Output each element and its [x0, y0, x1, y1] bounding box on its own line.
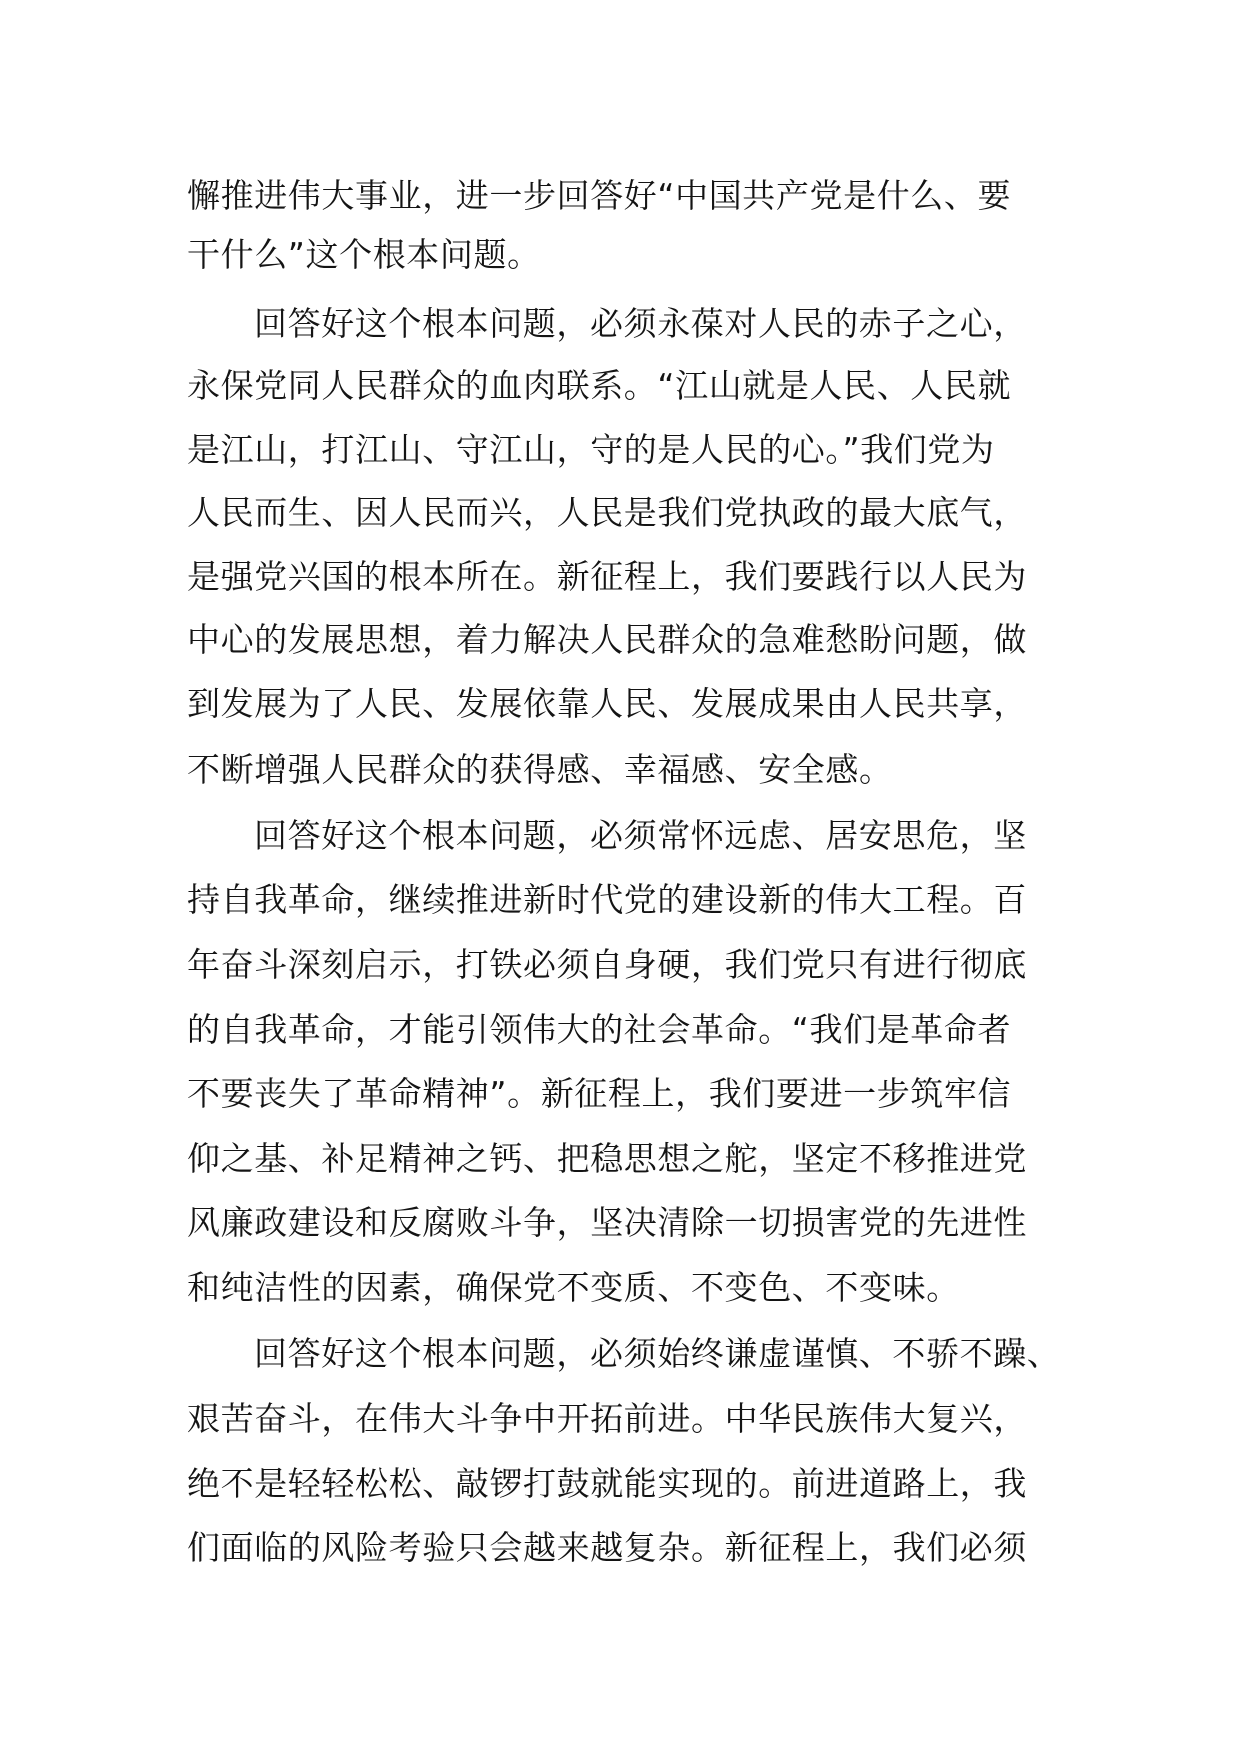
- text-line: 永保党同人民群众的血肉联系。“江山就是人民、人民就: [187, 366, 1012, 405]
- text-line: 不断增强人民群众的获得感、幸福感、安全感。: [187, 750, 893, 789]
- text-line: 人民而生、因人民而兴，人民是我们党执政的最大底气，: [187, 493, 1027, 532]
- text-line: 到发展为了人民、发展依靠人民、发展成果由人民共享，: [187, 684, 1027, 723]
- text-line: 不要丧失了革命精神”。新征程上，我们要进一步筑牢信: [187, 1074, 1012, 1113]
- text-line: 仰之基、补足精神之钙、把稳思想之舵，坚定不移推进党: [187, 1139, 1027, 1178]
- text-line: 的自我革命，才能引领伟大的社会革命。“我们是革命者: [187, 1010, 1012, 1049]
- text-line: 艰苦奋斗，在伟大斗争中开拓前进。中华民族伟大复兴，: [187, 1399, 1027, 1438]
- paragraph-first-line: 回答好这个根本问题，必须始终谦虚谨慎、不骄不躁、: [254, 1334, 1061, 1373]
- text-line: 干什么”这个根本问题。: [187, 235, 541, 274]
- text-line: 中心的发展思想，着力解决人民群众的急难愁盼问题，做: [187, 620, 1027, 659]
- text-line: 是强党兴国的根本所在。新征程上，我们要践行以人民为: [187, 557, 1027, 596]
- text-line: 持自我革命，继续推进新时代党的建设新的伟大工程。百: [187, 880, 1027, 919]
- text-line: 年奋斗深刻启示，打铁必须自身硬，我们党只有进行彻底: [187, 945, 1027, 984]
- text-line: 风廉政建设和反腐败斗争，坚决清除一切损害党的先进性: [187, 1203, 1027, 1242]
- text-line: 和纯洁性的因素，确保党不变质、不变色、不变味。: [187, 1268, 960, 1307]
- text-line: 们面临的风险考验只会越来越复杂。新征程上，我们必须: [187, 1528, 1027, 1567]
- paragraph-first-line: 回答好这个根本问题，必须常怀远虑、居安思危，坚: [254, 816, 1027, 855]
- text-line: 绝不是轻轻松松、敲锣打鼓就能实现的。前进道路上，我: [187, 1464, 1027, 1503]
- text-line: 懈推进伟大事业，进一步回答好“中国共产党是什么、要: [187, 176, 1012, 215]
- paragraph-first-line: 回答好这个根本问题，必须永葆对人民的赤子之心，: [254, 304, 1027, 343]
- text-line: 是江山，打江山、守江山，守的是人民的心。”我们党为: [187, 430, 995, 469]
